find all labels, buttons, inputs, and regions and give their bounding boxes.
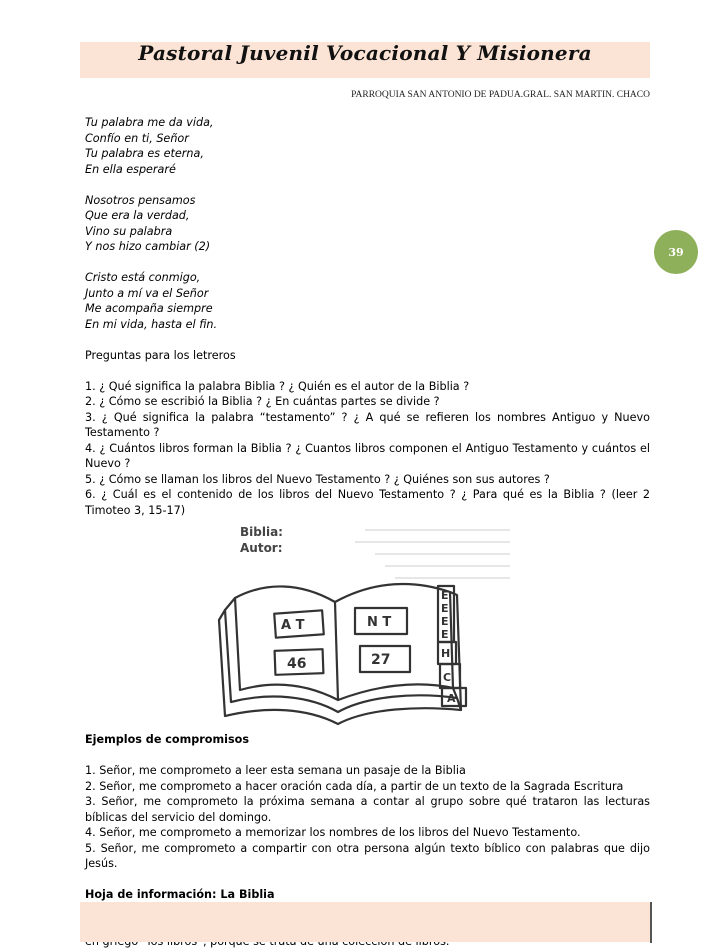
lyric-line: Me acompaña siempre [85,302,213,315]
tab-letter: E [441,615,449,628]
commitment-item: 3. Señor, me comprometo la próxima semana a contar al grupo sobre qué trataron las lecturas bíblicas del servicio del domingo. [85,795,650,824]
tab-letter: H [441,647,451,660]
page-number-badge: 39 [654,230,698,274]
footer-divider [650,902,652,943]
questions-list [85,379,650,519]
question-item: 4. ¿ Cuántos libros forman la Biblia ? ¿ Cuantos libros componen el Antiguo Testamento y cuántos el Nuevo ? [85,441,650,470]
tab-letter: A [447,692,456,705]
tab-letter: E [441,602,449,615]
question-item: 5. ¿ Cómo se llaman los libros del Nuevo Testamento ? ¿ Quiénes son sus autores ? [85,472,550,486]
commitments-list [85,763,650,872]
at-count: 46 [287,656,307,672]
nt-count: 27 [371,652,391,668]
song-stanza [85,115,650,177]
commitment-item: 2. Señor, me comprometo a hacer oración cada día, a partir de un texto de la Sagrada Escritura [85,779,624,793]
lyric-line: Junto a mí va el Señor [85,286,209,300]
open-bible-drawing [85,520,650,732]
lyric-line: En ella esperaré [85,162,176,176]
lyric-line: Tu palabra es eterna, [85,147,204,160]
parish-subtitle: PARROQUIA SAN ANTONIO DE PADUA.GRAL. SAN MARTIN. CHACO [351,90,650,100]
biblia-label: Biblia: [240,525,283,539]
page-content [85,115,650,949]
tab-letter: E [441,589,449,602]
nt-label: N T [367,615,392,630]
lyric-line: Confío en ti, Señor [85,131,189,145]
lyric-line: Tu palabra me da vida, [85,116,214,129]
footer-band [80,902,650,942]
question-item: 1. ¿ Qué significa la palabra Biblia ? ¿ Quién es el autor de la Biblia ? [85,379,470,393]
at-label: A T [281,618,305,633]
lyric-line: Vino su palabra [85,224,173,238]
page-title: Pastoral Juvenil Vocacional Y Misionera [138,41,592,65]
question-item: 6. ¿ Cuál es el contenido de los libros del Nuevo Testamento ? ¿ Para qué es la Biblia ? (leer 2 Timoteo 3, 15-17) [85,488,650,517]
question-item: 2. ¿ Cómo se escribió la Biblia ? ¿ En cuántas partes se divide ? [85,395,440,408]
lyric-line: Que era la verdad, [85,209,190,222]
tab-letter: C [443,671,452,684]
bible-illustration [85,520,650,732]
song-stanza [85,193,650,255]
song-lyrics [85,115,650,332]
tab-letter: E [441,628,449,641]
commitment-item: 4. Señor, me comprometo a memorizar los nombres de los libros del Nuevo Testamento. [85,826,581,839]
lyric-line: Y nos hizo cambiar (2) [85,240,211,253]
questions-title: Preguntas para los letreros [85,348,236,362]
lyric-line: Nosotros pensamos [85,193,196,207]
commitment-item: 1. Señor, me comprometo a leer esta semana un pasaje de la Biblia [85,764,466,777]
info-title: Hoja de información: La Biblia [85,888,275,901]
question-item: 3. ¿ Qué significa la palabra “testamento” ? ¿ A qué se refieren los nombres Antiguo y Nuevo Testamento ? [85,410,650,439]
song-stanza [85,270,650,332]
commitment-item: 5. Señor, me comprometo a compartir con otra persona algún texto bíblico con palabras que dijo Jesús. [85,841,650,870]
commitments-title: Ejemplos de compromisos [85,733,249,746]
autor-label: Autor: [240,541,283,555]
lyric-line: En mi vida, hasta el fin. [85,317,218,331]
lyric-line: Cristo está conmigo, [85,271,201,284]
